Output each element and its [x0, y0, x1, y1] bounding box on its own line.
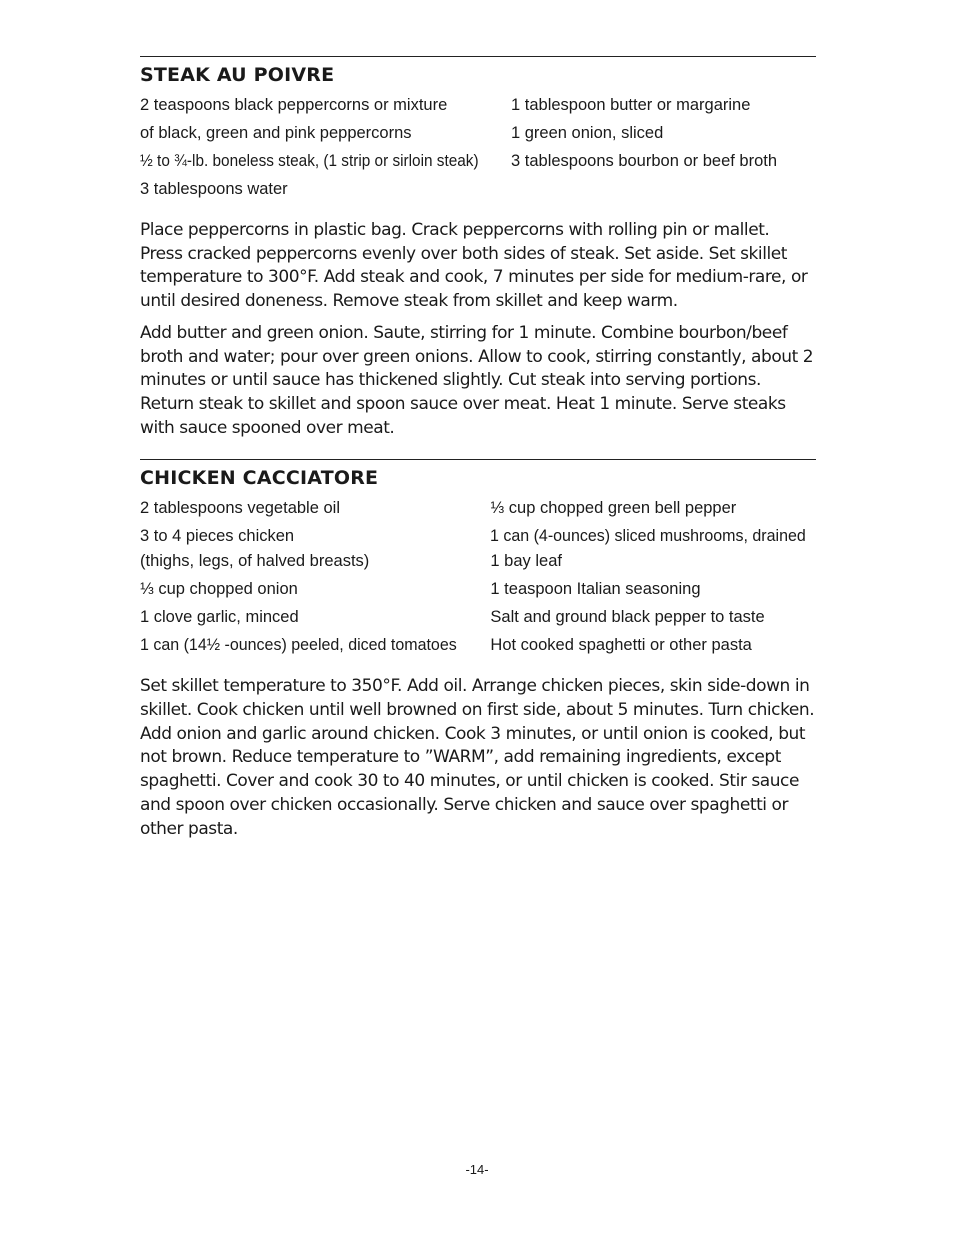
ingredient-item: 2 teaspoons black peppercorns or mixture — [140, 96, 448, 114]
ingredient-item: 3 to 4 pieces chicken — [140, 527, 295, 546]
recipe-page — [140, 56, 816, 841]
ingredient-item: Salt and ground black pepper to taste — [490, 608, 765, 627]
ingredient-item: (thighs, legs, of halved breasts) — [140, 552, 370, 571]
ingredient-item: ⅓ cup chopped green bell pepper — [490, 499, 737, 518]
instructions-paragraph: Place peppercorns in plastic bag. Crack peppercorns with rolling pin or mallet. Press cracked peppercorns evenly over both sides of steak. Set aside. Set skillet temperature to 300°F. Add steak and cook, 7 minutes per side for medium-rare, or until desired doneness. Remove steak from skillet and keep warm. — [140, 220, 808, 312]
section-divider — [140, 56, 816, 57]
ingredient-list — [140, 95, 816, 207]
ingredient-item: 3 tablespoons bourbon or beef broth — [511, 152, 778, 170]
ingredient-item: 1 bay leaf — [490, 552, 562, 571]
ingredient-column-right — [511, 95, 777, 207]
ingredient-item: 3 tablespoons water — [140, 180, 288, 198]
recipe-title: STEAK AU POIVRE — [140, 64, 335, 86]
ingredient-item: ½ to ¾-lb. boneless steak, (1 strip or sirloin steak) — [140, 152, 479, 170]
ingredient-list — [140, 498, 816, 663]
instructions-paragraph: Set skillet temperature to 350°F. Add oil. Arrange chicken pieces, skin side-down in skillet. Cook chicken until well browned on first side, about 5 minutes. Turn chicken. Add onion and garlic around chicken. Cook 3 minutes, or until onion is cooked, but not brown. Reduce temperature to ”WARM”, add remaining ingredients, except spaghetti. Cover and cook 30 to 40 minutes, or until chicken is cooked. Stir sauce and spoon over chicken occasionally. Serve chicken and sauce over spaghetti or other pasta. — [140, 676, 815, 839]
ingredient-item: of black, green and pink peppercorns — [140, 124, 412, 142]
ingredient-column-right — [490, 498, 816, 663]
chicken-cacciatore-recipe — [140, 466, 816, 841]
section-divider — [140, 459, 816, 460]
steak-au-poivre-recipe — [140, 63, 816, 440]
page-number: -14- — [465, 1162, 489, 1177]
ingredient-item: ⅓ cup chopped onion — [140, 580, 298, 599]
ingredient-item: 1 tablespoon butter or margarine — [511, 96, 751, 114]
ingredient-item: 1 clove garlic, minced — [140, 608, 299, 627]
ingredient-item: 1 teaspoon Italian seasoning — [490, 580, 701, 599]
ingredient-item: 1 can (14½ -ounces) peeled, diced tomatoes — [140, 636, 457, 655]
ingredient-column-left — [140, 95, 511, 207]
recipe-title: CHICKEN CACCIATORE — [140, 467, 379, 490]
ingredient-item: 1 green onion, sliced — [511, 124, 664, 142]
ingredient-column-left — [140, 498, 490, 663]
ingredient-item: 2 tablespoons vegetable oil — [140, 499, 340, 518]
ingredient-item: 1 can (4-ounces) sliced mushrooms, drained — [490, 527, 807, 546]
instructions-paragraph: Add butter and green onion. Saute, stirring for 1 minute. Combine bourbon/beef broth and water; pour over green onions. Allow to cook, stirring constantly, about 2 minutes or until sauce has thickened slightly. Cut steak into serving portions. Return steak to skillet and spoon sauce over meat. Heat 1 minute. Serve steaks with sauce spooned over meat. — [140, 322, 814, 438]
ingredient-item: Hot cooked spaghetti or other pasta — [490, 636, 752, 655]
